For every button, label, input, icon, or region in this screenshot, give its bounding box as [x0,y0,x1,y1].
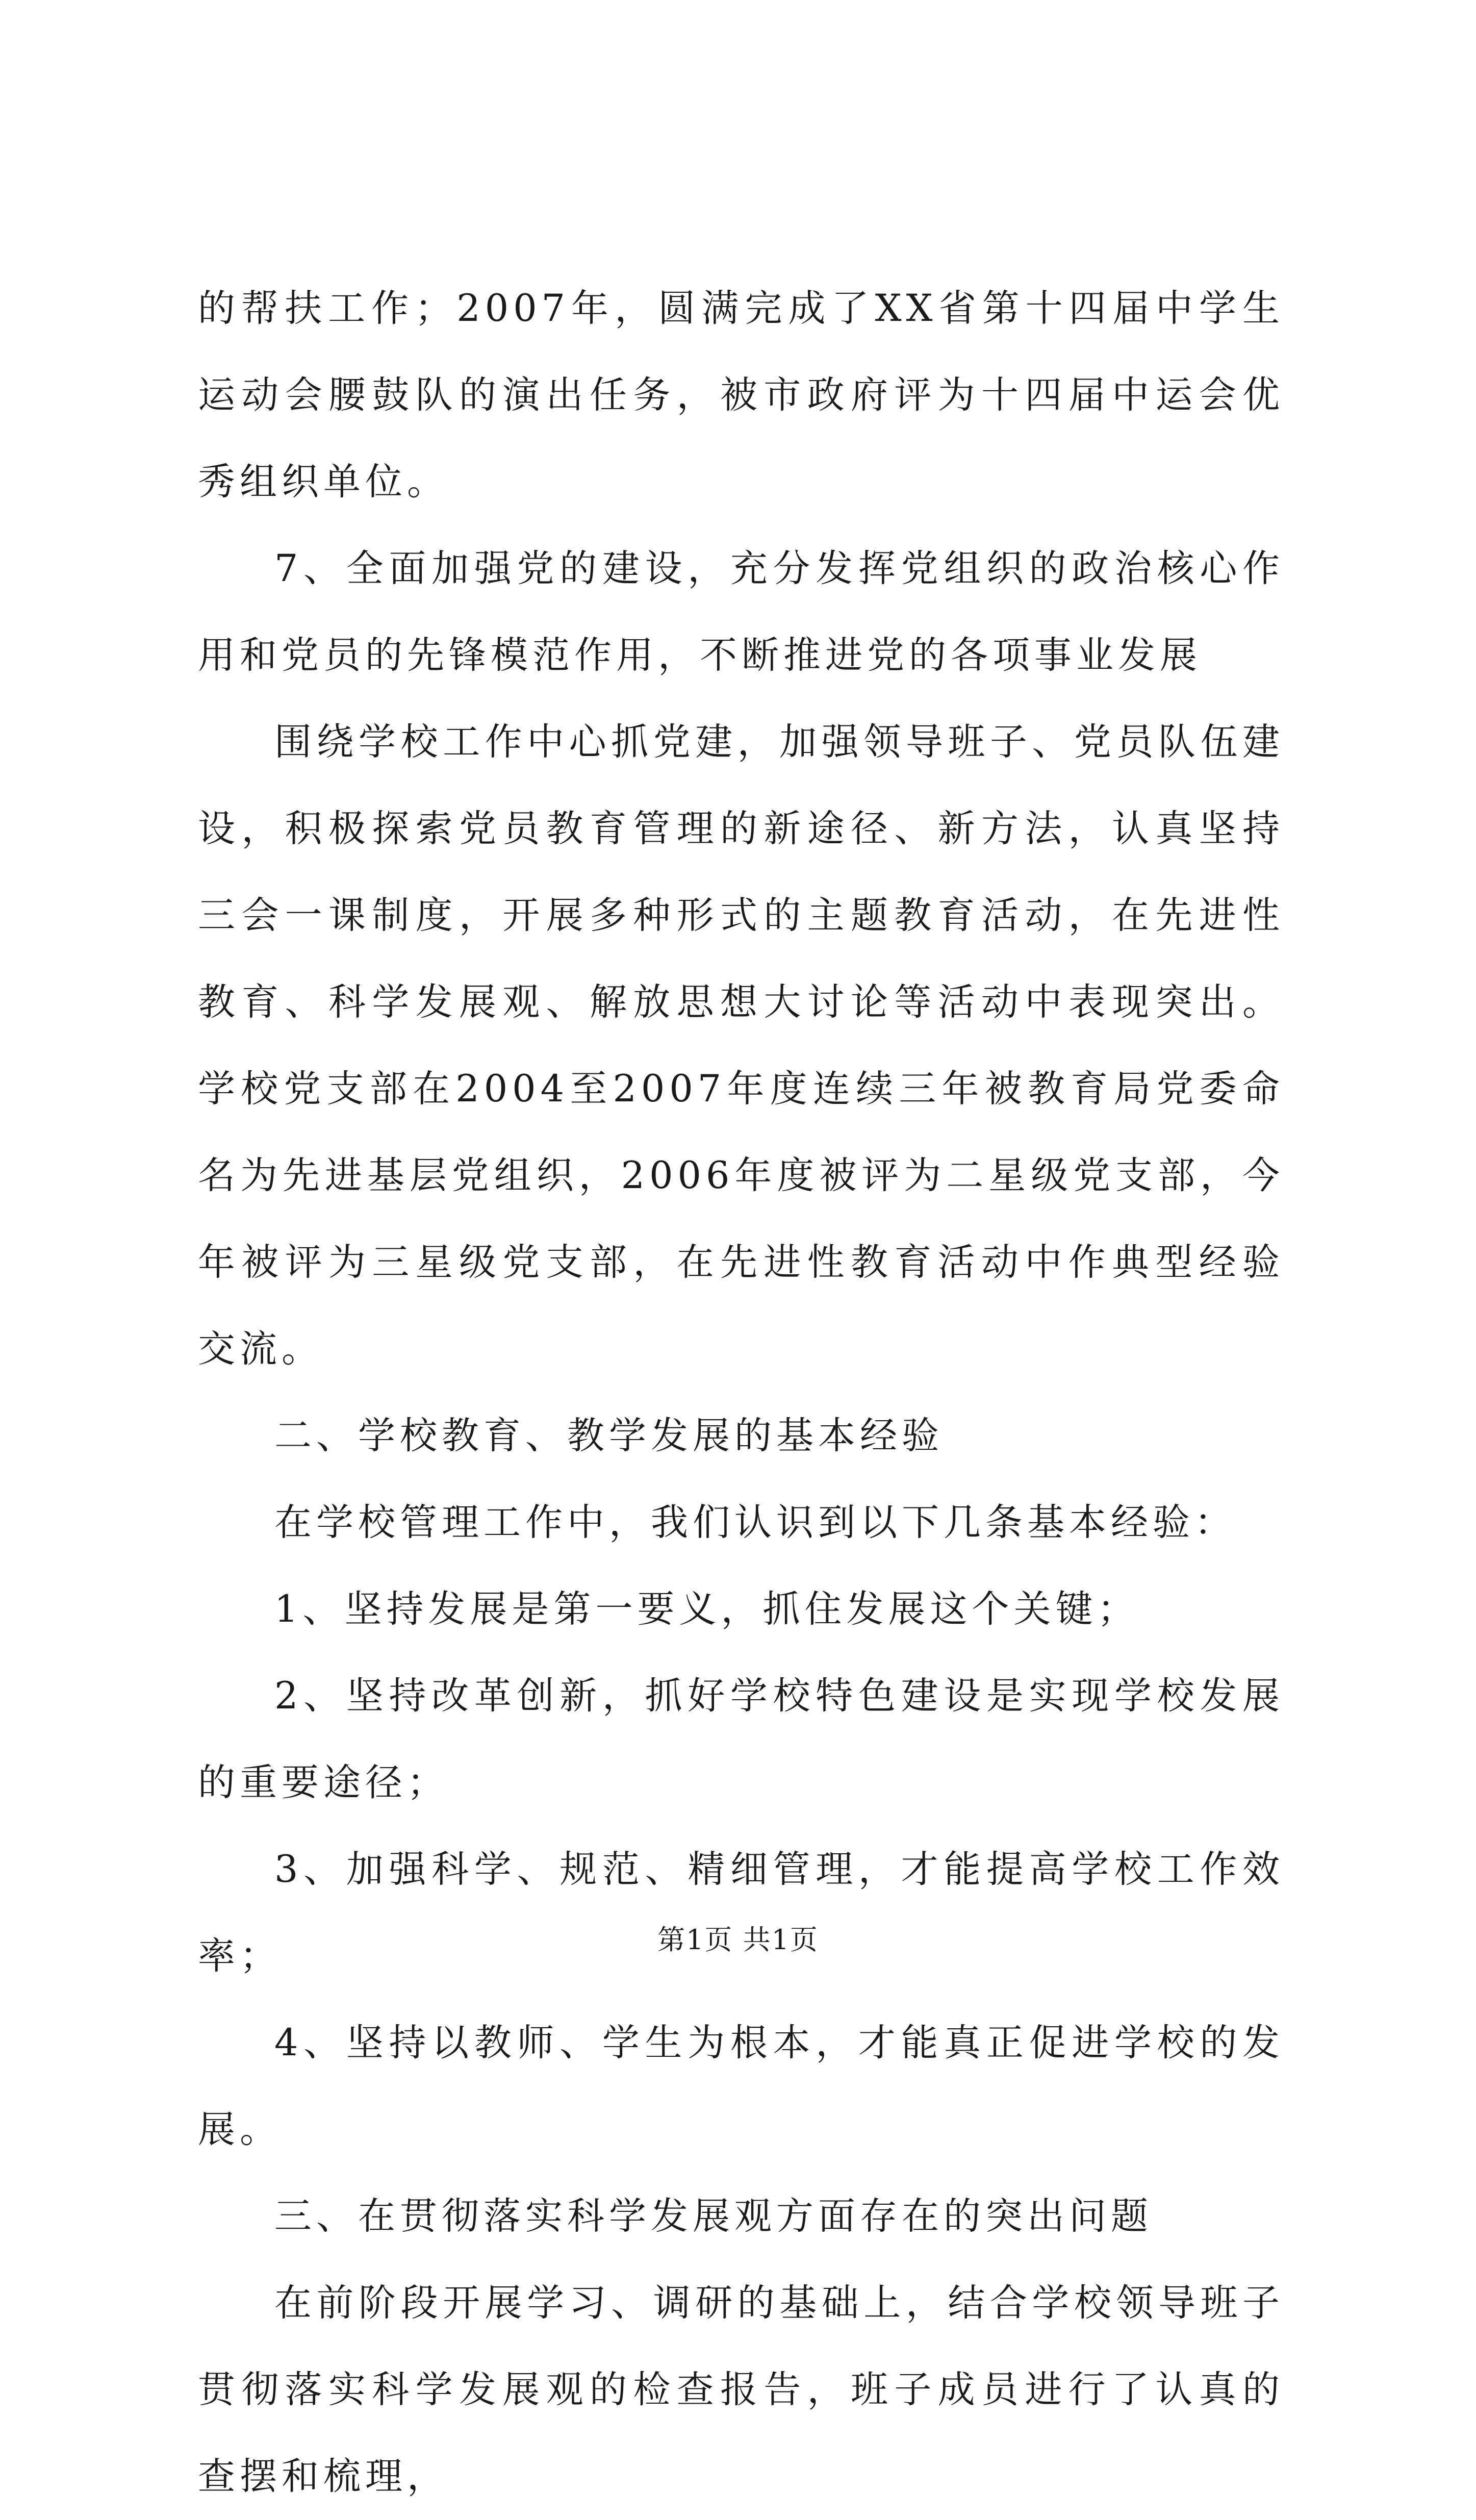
list-item: 3、加强科学、规范、精细管理，才能提高学校工作效率； [198,1848,1284,1978]
list-item: 1、坚持发展是第一要义，抓住发展这个关键； [274,1587,1139,1631]
list-item: 4、坚持以教师、学生为根本，才能真正促进学校的发展。 [198,2021,1284,2151]
document-body [198,265,1284,2520]
paragraph: 围绕学校工作中心抓党建，加强领导班子、党员队伍建设，积极探索党员教育管理的新途径、新方法，认真坚持三会一课制度，开展多种形式的主题教育活动，在先进性教育、科学发展观、解放思想大讨论等活动中表现突出。学校党支部在2004至2007年度连续三年被教育局党委命名为先进基层党组织，2006年度被评为二星级党支部，今年被评为三星级党支部，在先进性教育活动中作典型经验交流。 [198,720,1284,1371]
paragraph: 在学校管理工作中，我们认识到以下几条基本经验： [274,1501,1236,1544]
paragraph: 在前阶段开展学习、调研的基础上，结合学校领导班子贯彻落实科学发展观的检查报告，班子成员进行了认真的查摆和梳理， [198,2281,1284,2498]
list-item: 2、坚持改革创新，抓好学校特色建设是实现学校发展的重要途径； [198,1674,1284,1804]
section-heading: 二、学校教育、教学发展的基本经验 [274,1414,944,1457]
section-heading: 7、全面加强党的建设，充分发挥党组织的政治核心作用和党员的先锋模范作用，不断推进党的各项事业发展 [198,547,1284,677]
page-footer: 第1页 共1页 [657,1924,819,1956]
section-heading: 三、在贯彻落实科学发展观方面存在的突出问题 [274,2195,1153,2238]
paragraph: 的帮扶工作；2007年，圆满完成了XX省第十四届中学生运动会腰鼓队的演出任务，被市政府评为十四届中运会优秀组织单位。 [198,287,1284,503]
